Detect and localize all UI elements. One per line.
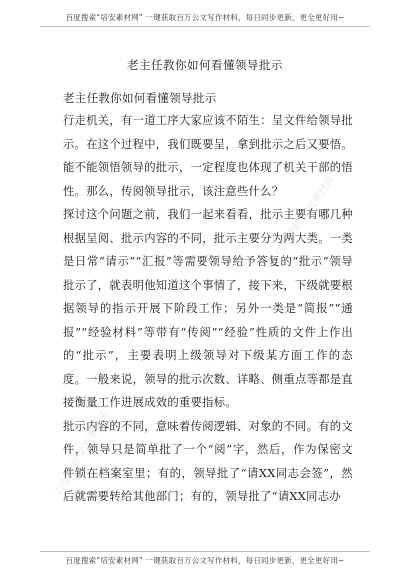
watermark: 百度搜索“培安素材网”	[53, 405, 114, 498]
document-subtitle: 老主任教你如何看懂领导批示	[63, 91, 217, 105]
paragraph-3: 批示内容的不同，意味着传阅逻辑、对象的不同。有的文件，领导只是简单批了一个“阅”字，然后，作为保密文件锁在档案室里；有的，领导批了“请XX同志会签”，然后就需要转给其他部门；有的，领导批了“请XX同志办	[63, 419, 353, 503]
document-body	[63, 109, 353, 509]
page-footer: 百度搜索“培安素材网” 一键获取百万公文写作材料，每日同步更新，更全更好用~	[65, 556, 345, 565]
page-header: 百度搜索“培安素材网” 一键获取百万公文写作材料，每日同步更新，更全更好用~	[65, 13, 345, 22]
watermark: 百度搜索“培安素材网”	[273, 170, 340, 259]
document-title: 老主任教你如何看懂领导批示	[127, 58, 283, 72]
footer-divider	[40, 551, 370, 552]
header-divider	[40, 26, 370, 27]
paragraph-2: 探讨这个问题之前，我们一起来看看，批示主要有哪几种根据呈阅、批示内容的不同，批示主要分为两大类。一类是日常“请示”“汇报”等需要领导给予答复的“批示”领导批示了，就表明他知道这个事情了，接下来，下级就要根据领导的指示开展下阶段工作；另外一类是“简报”“通报”“经验材料”等带有“传阅”“经验”性质的文件上作出的“批示”，主要表明上级领导对下级某方面工作的态度。一般来说，领导的批示次数、详略、侧重点等都是直接衡量工作进展成效的重要指标。	[63, 208, 353, 409]
paragraph-1: 行走机关，有一道工序大家应该不陌生：呈文件给领导批示。在这个过程中，我们既要呈，拿到批示之后又要悟。能不能领悟领导的批示，一定程度也体现了机关干部的悟性。那么，传阅领导批示，该注意些什么？	[63, 114, 353, 198]
